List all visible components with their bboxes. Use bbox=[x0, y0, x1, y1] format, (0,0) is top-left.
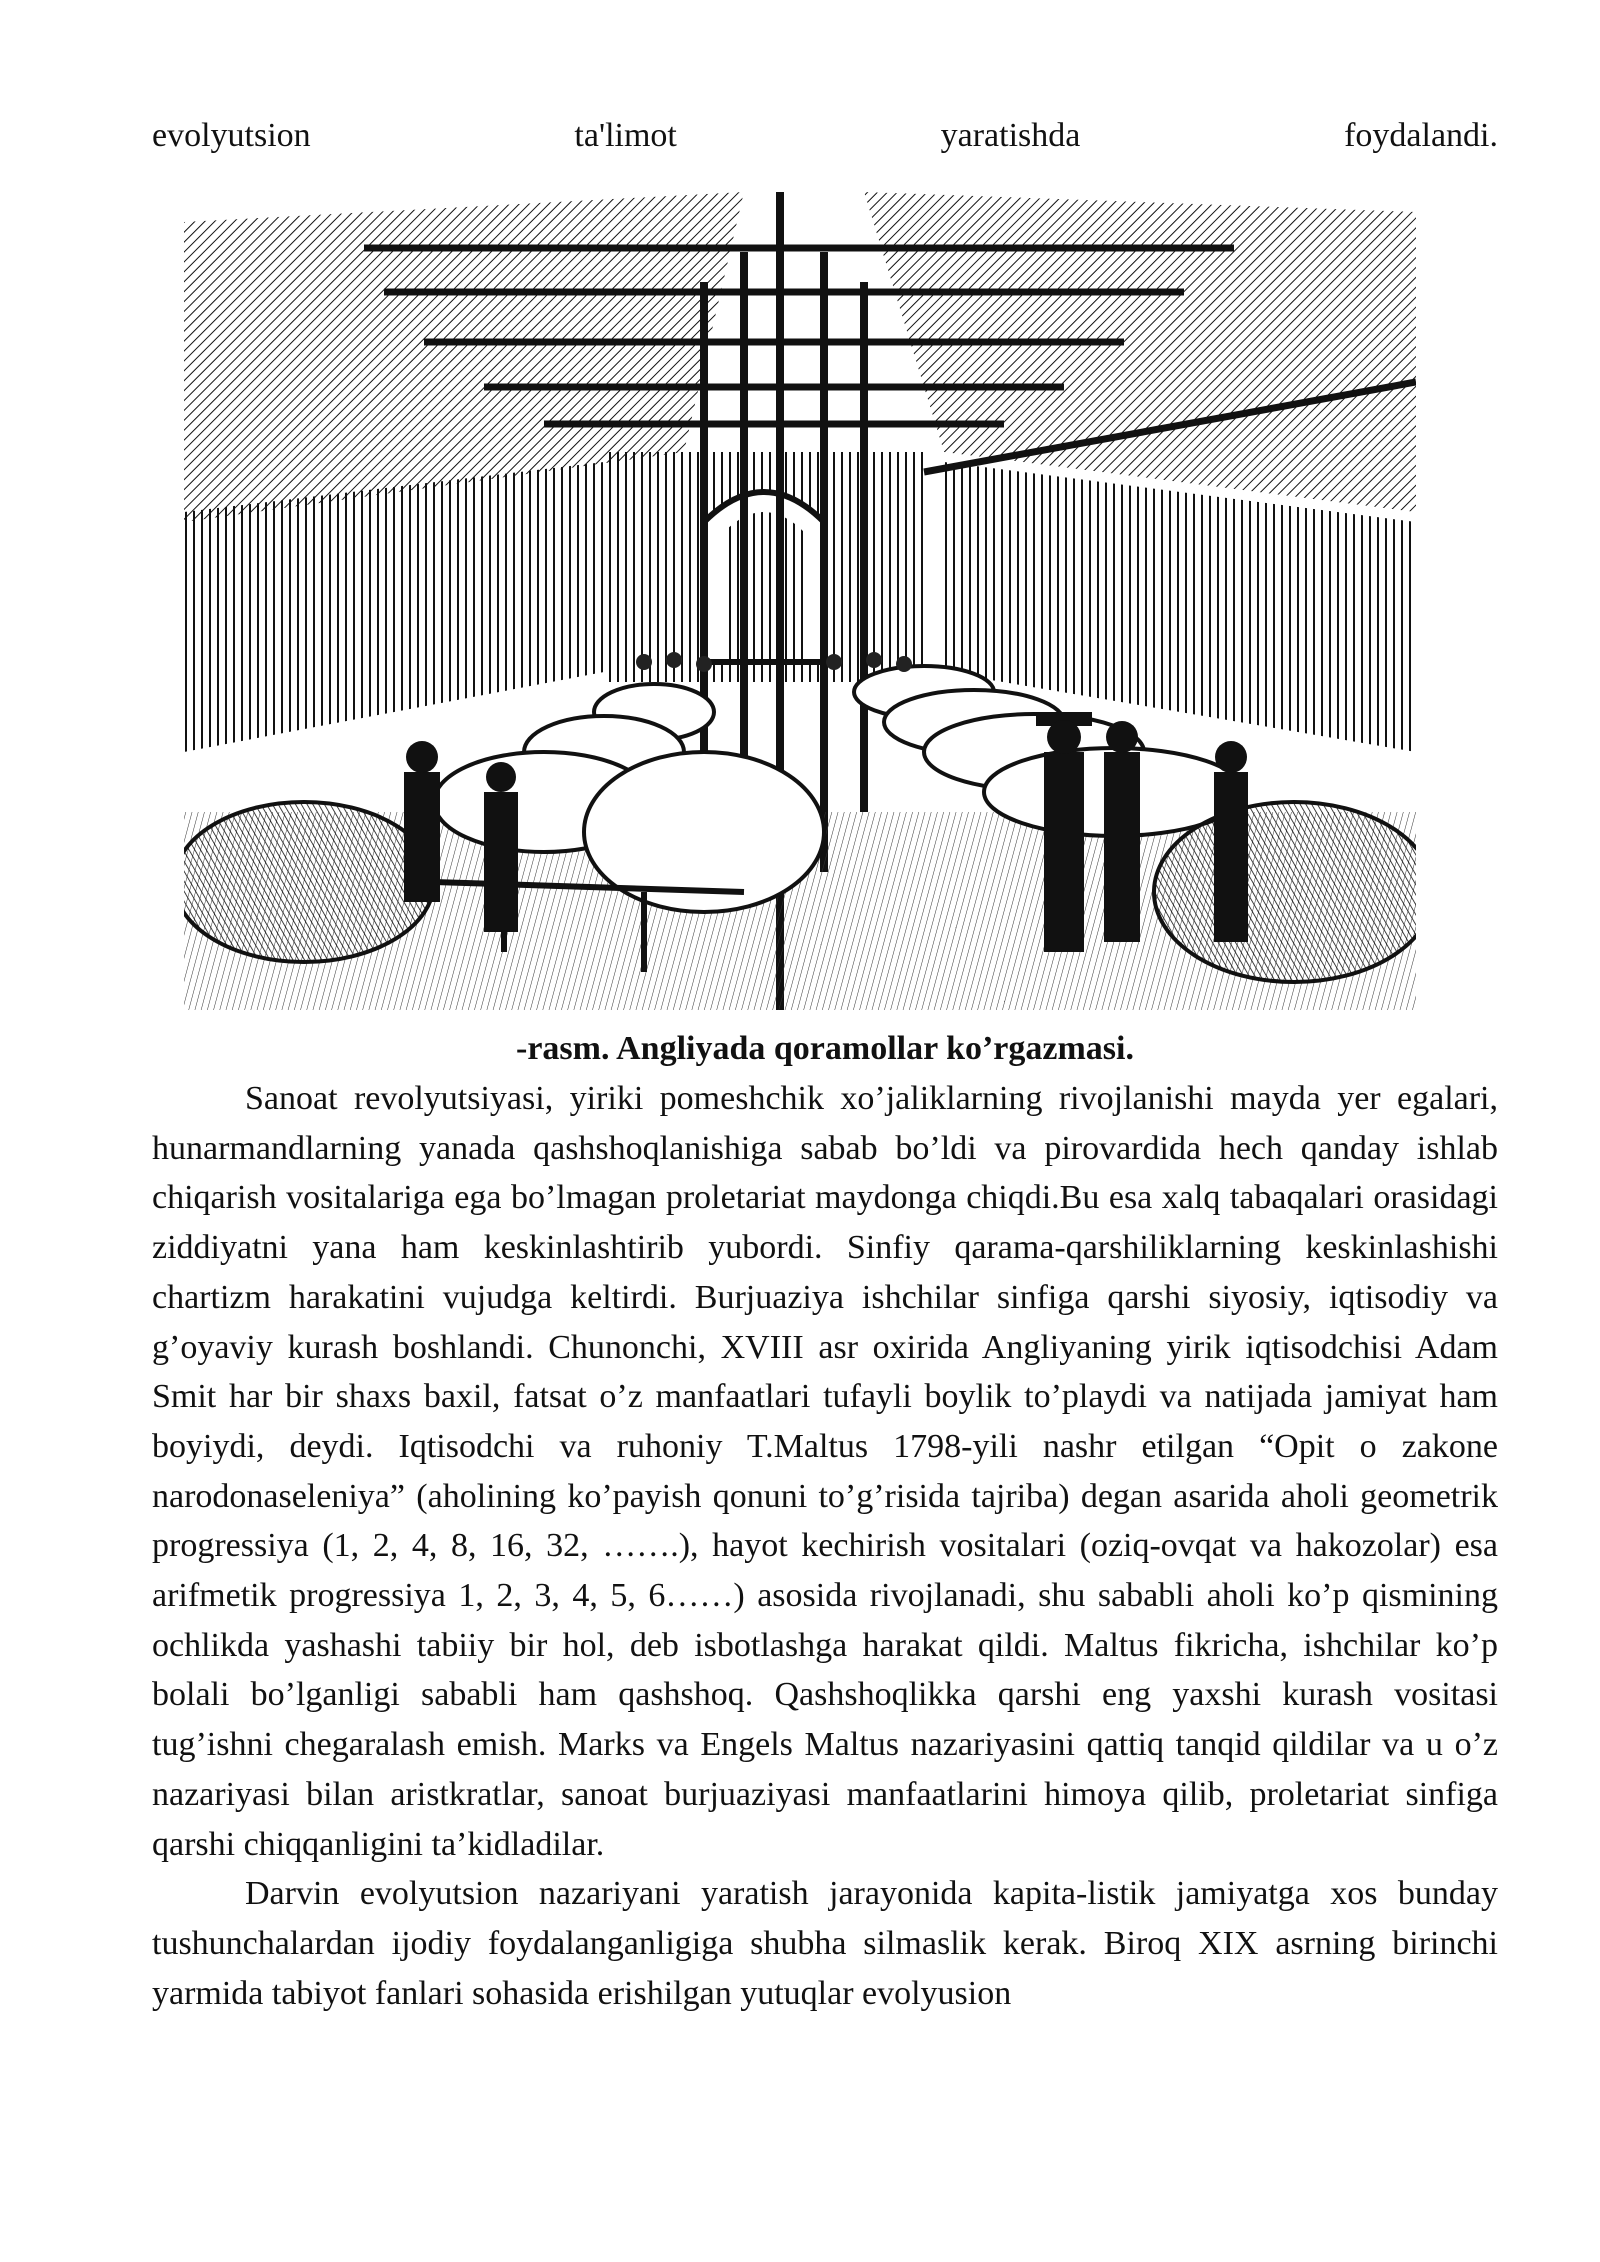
top-word: ta'limot bbox=[574, 117, 677, 154]
paragraph: Sanoat revolyutsiyasi, yiriki pomeshchik xo’jaliklarning rivojlanishi mayda yer egalari, hunarmandlarning yanada qashshoqlanishiga sabab bo’ldi va pirovardida hech qanday ishlab chiqarish vositalariga ega bo’lmagan proletariat maydonga chiqdi.Bu esa xalq tabaqalari orasidagi ziddiyatni yana ham keskinlashtirib yubordi. Sinfiy qarama-qarshiliklarning keskinlashishi chartizm harakatini vujudga keltirdi. Burjuaziya ishchilar sinfiga qarshi siyosiy, iqtisodiy va g’oyaviy kurash boshlandi. Chunonchi, XVIII asr oxirida Angliyaning yirik iqtisodchisi Adam Smit har bir shaxs baxil, fatsat o’z manfaatlari tufayli boylik to’playdi va natijada jamiyat ham boyiydi, deydi. Iqtisodchi va ruhoniy T.Maltus 1798-yili nashr etilgan “Opit o zakone narodonaseleniya” (aholining ko’payish qonuni to’g’risida tajriba) degan asarida aholi geometrik progressiya (1, 2, 4, 8, 16, 32, …….), hayot kechirish vositalari (oziq-ovqat va hakozolar) esa arifmetik progressiya 1, 2, 3, 4, 5, 6……) asosida rivojlanadi, shu sababli aholi ko’p qismining ochlikda yashashi tabiiy bir hol, deb isbotlashga harakat qildi. Maltus fikricha, ishchilar ko’p bolali bo’lganligi sababli ham qashshoq. Qashshoqlikka qarshi eng yaxshi kurash vositasi tug’ishni chegaralash emish. Marks va Engels Maltus nazariyasini qattiq tanqid qildilar va u o’z nazariyasi bilan aristkratlar, sanoat burjuaziyasi manfaatlarini himoya qilib, proletariat sinfiga qarshi chiqqanligini ta’kidladilar. bbox=[152, 1080, 1498, 1863]
top-word: foydalandi. bbox=[1344, 117, 1498, 154]
figure-caption: -rasm. Angliyada qoramollar ko’rgazmasi. bbox=[516, 1030, 1134, 1067]
top-word: evolyutsion bbox=[152, 117, 311, 154]
body-text bbox=[152, 1074, 1498, 2018]
paragraph: Darvin evolyutsion nazariyani yaratish jarayonida kapita-listik jamiyatga xos bunday tushunchalardan ijodiy foydalanganligiga shubha silmaslik kerak. Biroq XIX asrning birinchi yarmida tabiyot fanlari sohasida erishilgan yutuqlar evolyusion bbox=[152, 1875, 1498, 2012]
cattle-show-illustration bbox=[184, 192, 1416, 1010]
top-text-line bbox=[152, 112, 1498, 160]
top-word: yaratishda bbox=[940, 117, 1081, 154]
